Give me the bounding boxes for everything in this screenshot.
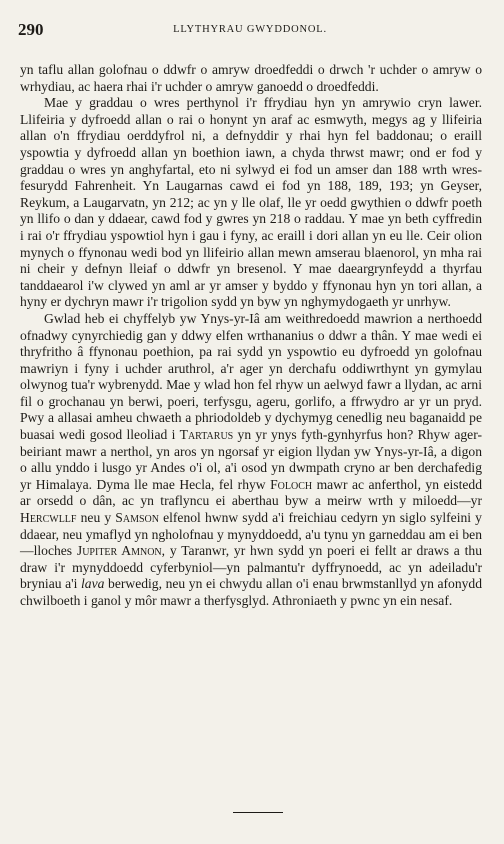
name-tartarus: Tartarus [179,427,234,443]
paragraph-iceland [20,311,482,610]
text-run: yn yr ynys fyth-gynhyrfus hon? Rhyw ager-beiriant mawr a nerthol, yn aros yn ngorsaf yr eigion llydan yw Ynys-yr-Iâ, a digon o allu ynddo i lusgo yr Andes o'i ol, a'i osod yn dwmpath cryno ar ben derchafedig yr Himalaya. Dyma lle mae Hecla, fel rhyw [20,427,482,492]
word-lava: lava [81,576,105,592]
text-run: Gwlad heb ei chyffelyb yw Ynys-yr-Iâ am weithredoedd mawrion a nerthoedd ofnadwy cynyrchiedig gan y ddwy elfen wrthananius o ddwr a thân. Y mae wedi ei thryfritho â ffynonau poethion, pa rai sydd yn yspowtio eu dyfroedd yn golofnau mawriyn i fyny i uchder aruthrol, a'r ager yn derchafu oddiwrthynt yn gymylau olwynog tua'r wybrenydd. Mae y wlad hon fel rhyw un aelwyd fawr a llydan, ac arni fil o grochanau yn berwi, poeri, terfysgu, ageru, gorlifo, a ffrwydro ar yr un pryd. Pwy a allasai amheu chwaeth a phriodoldeb y dychymyg cenedlig neu baganaidd pe buasai wedi gosod lleoliad i [20,310,482,443]
paragraph-hot-springs: Mae y graddau o wres perthynol i'r ffrydiau hyn yn amrywio cryn lawer. Llifeiria y dyfroedd allan o rai o honynt yn araf ac esmwyth, megys ag y llifeiria allan o'n ffrydiau oerddyfrol ni, a defnyddir y rhai hyn fel baddonau; o eraill yspowtia y dyfroedd allan yn boethion iawn, a chyda thrwst mawr; ond er fod y graddau o wres yn anghyfartal, eto ni sylwyd ei fod un amser dan 188 wrth wres-fesurydd Fahrenheit. Yn Laugarnas cawd ei fod yn 188, 189, 193; yn Geyser, Reykum, a Laugarvatn, yn 212; ac yn y lle olaf, lle yr oedd gwythien o ddwfr poeth yn llifo o dan y ddaear, cawd fod y gwres yn 218 o raddau. Y mae yn beth cyffredin i rai o'r ffrydiau yspowtiol hyn i gau i fyny, ac eraill i dori allan yn eu lle. Ceir olion mynych o ffynonau wedi bod yn llifeirio allan mewn amserau blaenorol, yn mha rai ni cheir y defnyn lleiaf o ddwfr yn bresenol. Y mae daeargrynfeydd a thyrfau tanddaearol i'w clywed yn aml ar yr amser y byddo y ffynonau hyn yn tori allan, a hyny er dychryn mawr i'r trigolion sydd yn byw yn nghymydogaeth yr unrhyw. [20,95,482,310]
name-foloch: Foloch [270,476,313,492]
name-hercwllf: Hercwllf [20,510,77,526]
name-jupiter-amnon: Jupiter Amnon [76,543,162,559]
name-samson: Samson [115,510,159,526]
text-run: elfenol hwnw sydd a'i freichiau cedyrn yn siglo sylfeini y ddaear, neu ymaflyd yn ngholofnau y mynyddoedd, a'u tynu yn garneddau am ei ben—lloches [20,510,482,559]
running-head: LLYTHYRAU GWYDDONOL. [173,24,327,35]
paragraph-continuation: yn taflu allan golofnau o ddwfr o amryw droedfeddi o drwch 'r uchder o amryw o wrhydiau, ac haera rhai i'r uchder o amryw ganoedd o droedfeddi. [20,62,482,94]
text-run: berwedig, neu yn ei chwydu allan o'i enau brwmstanllyd yn afonydd chwilboeth i ganol y môr mawr a therfysglyd. Athroniaeth y pwnc yn ein nesaf. [20,576,483,608]
page-body [20,62,482,610]
text-run: , y Taranwr, yr hwn sydd yn poeri ei fellt ar draws a thu draw i'r mynyddoedd cyferbyniol—yn palmantu'r dyffrynoedd, ac yn adeiladu'r bryniau a'i [20,543,482,592]
page-number: 290 [18,20,44,39]
page-header [18,20,482,42]
text-run: neu y [80,510,112,526]
text-run: mawr ac anferthol, yn eistedd ar orsedd o dân, ac yn traflyncu ei aberthau byw a meirw wrth y miloedd—yr [20,476,482,509]
closing-rule [233,812,283,813]
